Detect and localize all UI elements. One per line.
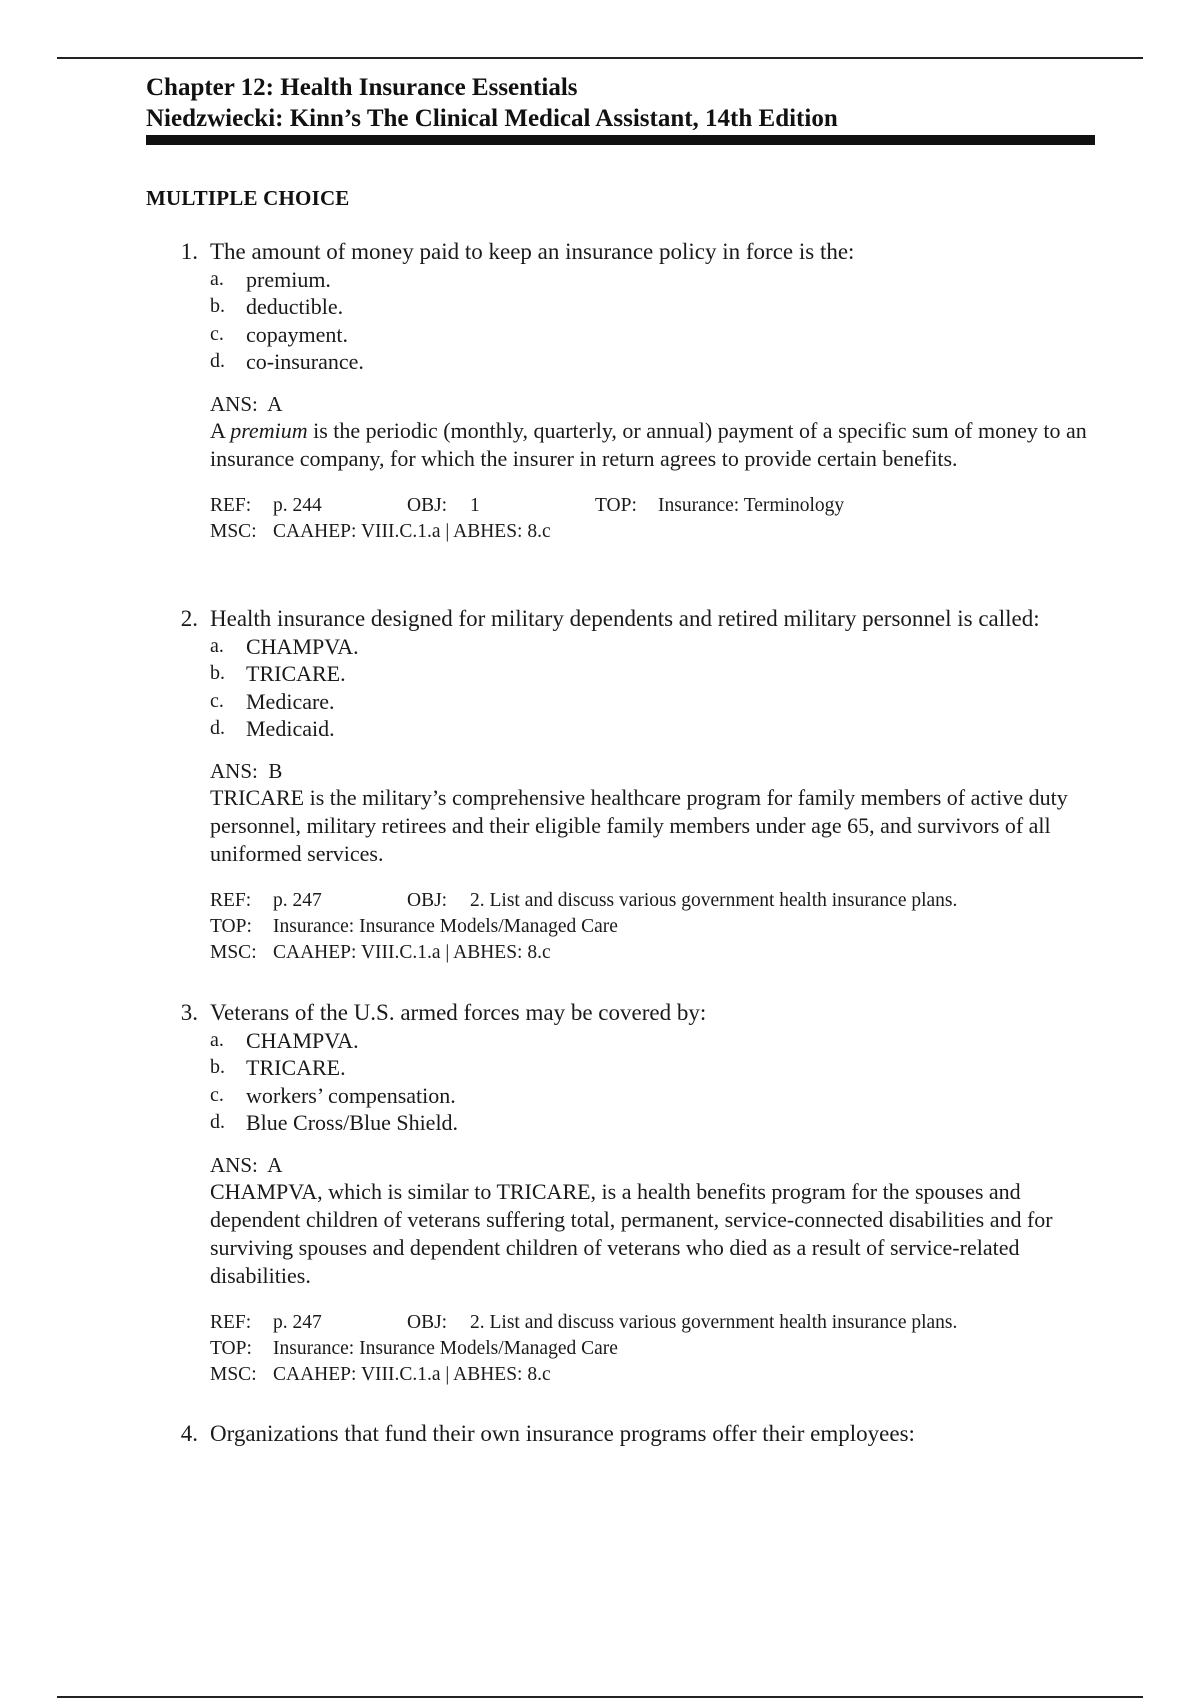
obj-value: 2. List and discuss various government health insurance plans. bbox=[470, 889, 958, 911]
choice-c: c. Medicare. bbox=[210, 688, 335, 714]
choice-list bbox=[210, 633, 1106, 743]
question-number: 3. bbox=[180, 1000, 198, 1025]
choice-a: a. premium. bbox=[210, 266, 331, 292]
answer-value: A bbox=[267, 1152, 283, 1177]
top-value: Insurance: Insurance Models/Managed Care bbox=[273, 1337, 618, 1359]
choice-b: b. TRICARE. bbox=[210, 1055, 346, 1080]
question-number: 2. bbox=[180, 606, 198, 631]
document-header bbox=[146, 72, 1096, 134]
choice-d: d. co-insurance. bbox=[210, 349, 364, 374]
choice-list bbox=[210, 1027, 1106, 1137]
answer-line: ANS: A bbox=[210, 1152, 283, 1177]
choice-c: c. workers’ compensation. bbox=[210, 1082, 456, 1108]
msc-value: CAAHEP: VIII.C.1.a | ABHES: 8.c bbox=[273, 941, 551, 963]
top-value: Insurance: Terminology bbox=[658, 494, 845, 516]
header-underline bbox=[146, 135, 1095, 145]
obj-value: 1 bbox=[470, 494, 480, 516]
choice-b: b. deductible. bbox=[210, 294, 344, 319]
question-stem: Organizations that fund their own insurance programs offer their employees: bbox=[210, 1421, 915, 1446]
top-value: Insurance: Insurance Models/Managed Care bbox=[273, 915, 618, 937]
choice-b: b. TRICARE. bbox=[210, 661, 346, 686]
metadata: REF: p. 244 OBJ: 1 TOP: Insurance: Terminology MSC: CAAHEP: VIII.C.1.a | ABHES: 8.c bbox=[210, 493, 1106, 545]
choice-c: c. copayment. bbox=[210, 321, 349, 347]
answer-line: ANS: B bbox=[210, 758, 283, 783]
ref-value: p. 244 bbox=[273, 494, 322, 516]
rationale: TRICARE is the military’s comprehensive healthcare program for family members of active duty personnel, military retirees and their eligible family members under age 65, and survivors of all uniformed services. bbox=[210, 784, 1068, 866]
question-stem: Health insurance designed for military dependents and retired military personnel is called: bbox=[210, 606, 1040, 631]
question-4 bbox=[146, 1420, 1106, 1448]
answer-line: ANS: A bbox=[210, 391, 283, 416]
chapter-title: Chapter 12: Health Insurance Essentials bbox=[146, 74, 578, 101]
question-stem: Veterans of the U.S. armed forces may be covered by: bbox=[210, 1000, 707, 1025]
answer-value: A bbox=[267, 391, 283, 416]
ref-value: p. 247 bbox=[273, 889, 322, 911]
msc-value: CAAHEP: VIII.C.1.a | ABHES: 8.c bbox=[273, 1363, 551, 1385]
rationale: A premium is the periodic (monthly, quarterly, or annual) payment of a specific sum of money to an insurance company, for which the insurer in return agrees to provide certain benefits. bbox=[210, 417, 1087, 471]
choice-a: a. CHAMPVA. bbox=[210, 633, 359, 659]
choice-d: d. Medicaid. bbox=[210, 716, 335, 741]
metadata: REF: p. 247 OBJ: 2. List and discuss various government health insurance plans. TOP: Insurance: Insurance Models/Managed Care MSC: CAAHEP: VIII.C.1.a | ABHES: 8.c bbox=[210, 888, 1106, 966]
question-2 bbox=[146, 605, 1106, 966]
question-3 bbox=[146, 999, 1106, 1388]
metadata: REF: p. 247 OBJ: 2. List and discuss various government health insurance plans. TOP: Insurance: Insurance Models/Managed Care MSC: CAAHEP: VIII.C.1.a | ABHES: 8.c bbox=[210, 1310, 1106, 1388]
section-title: MULTIPLE CHOICE bbox=[146, 186, 350, 210]
question-stem: The amount of money paid to keep an insurance policy in force is the: bbox=[210, 239, 855, 264]
choice-list bbox=[210, 266, 1106, 376]
obj-value: 2. List and discuss various government health insurance plans. bbox=[470, 1311, 958, 1333]
question-1 bbox=[146, 238, 1106, 545]
choice-a: a. CHAMPVA. bbox=[210, 1027, 359, 1053]
question-number: 4. bbox=[180, 1421, 198, 1446]
choice-d: d. Blue Cross/Blue Shield. bbox=[210, 1110, 459, 1135]
book-title: Niedzwiecki: Kinn’s The Clinical Medical Assistant, 14th Edition bbox=[146, 105, 838, 132]
bottom-rule bbox=[57, 1696, 1143, 1698]
rationale: CHAMPVA, which is similar to TRICARE, is a health benefits program for the spouses and dependent children of veterans suffering total, permanent, service-connected disabilities and for surviving spouses and dependent children of veterans who died as a result of service-related disabilities. bbox=[210, 1178, 1053, 1288]
msc-value: CAAHEP: VIII.C.1.a | ABHES: 8.c bbox=[273, 520, 551, 542]
question-number: 1. bbox=[180, 239, 198, 264]
top-rule bbox=[57, 57, 1143, 59]
ref-value: p. 247 bbox=[273, 1311, 322, 1333]
answer-value: B bbox=[268, 758, 283, 783]
